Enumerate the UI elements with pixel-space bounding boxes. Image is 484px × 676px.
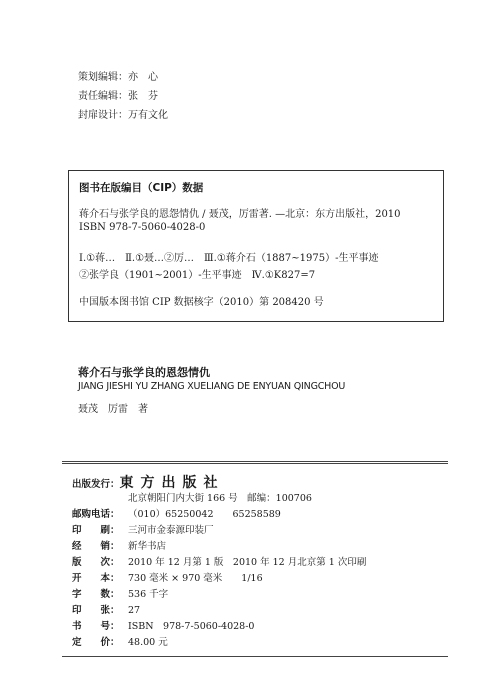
credit-value: 张 芬 — [128, 91, 158, 102]
cip-data-box — [68, 170, 444, 322]
credit-value: 亦 心 — [128, 72, 158, 83]
colophon-label: 定 价： — [72, 637, 120, 648]
cip-line-catalog-number: 中国版本图书馆 CIP 数据核字（2010）第 208420 号 — [79, 297, 324, 308]
colophon-value: 48.00 元 — [128, 637, 168, 648]
colophon-value: 三河市金泰源印装厂 — [128, 525, 214, 536]
book-title-pinyin: JIANG JIESHI YU ZHANG XUELIANG DE ENYUAN QINGCHOU — [78, 381, 346, 392]
cip-line-isbn: ISBN 978-7-5060-4028-0 — [79, 222, 206, 233]
cip-line-classification: Ⅰ.①蒋… Ⅱ.①聂…②厉… Ⅲ.①蒋介石（1887~1975）-生平事迹 — [79, 253, 379, 264]
colophon-row — [72, 522, 214, 536]
credit-row — [78, 68, 168, 87]
credits-block — [78, 68, 168, 125]
book-title: 蒋介石与张学良的恩怨情仇 — [78, 366, 210, 379]
colophon-value: （010）65250042 65258589 — [128, 509, 281, 520]
credit-label: 封扉设计： — [78, 110, 128, 121]
publisher-label: 出版发行： — [72, 479, 120, 490]
colophon-label: 印 张： — [72, 605, 120, 616]
colophon-label: 版 次： — [72, 557, 120, 568]
credit-row — [78, 87, 168, 106]
colophon-row — [72, 586, 168, 600]
colophon-value: 730 毫米 × 970 毫米 1/16 — [128, 573, 263, 584]
credit-value: 万有文化 — [128, 110, 168, 121]
credit-label: 责任编辑： — [78, 91, 128, 102]
cip-line-classification-cont: ②张学良（1901~2001）-生平事迹 Ⅳ.①K827=7 — [79, 270, 316, 281]
cip-line-citation: 蒋介石与张学良的恩怨情仇 / 聂茂，厉雷著. —北京：东方出版社，2010 — [79, 209, 401, 220]
colophon-label: 经 销： — [72, 541, 120, 552]
book-authors: 聂茂 厉雷 著 — [78, 404, 148, 415]
colophon-value: 新华书店 — [128, 541, 167, 552]
colophon-row — [72, 602, 140, 616]
colophon-label: 书 号： — [72, 621, 120, 632]
divider-top-double — [62, 463, 448, 464]
colophon-row — [72, 618, 254, 632]
colophon-label: 邮购电话： — [72, 509, 120, 520]
publisher-address: 北京朝阳门内大街 166 号 邮编：100706 — [128, 493, 312, 504]
credit-label: 策划编辑： — [78, 72, 128, 83]
colophon-row — [72, 634, 168, 648]
divider-bottom — [62, 656, 448, 657]
colophon-label: 字 数： — [72, 589, 120, 600]
divider-top — [62, 461, 448, 462]
colophon-value: 2010 年 12 月第 1 版 2010 年 12 月北京第 1 次印刷 — [128, 557, 367, 568]
colophon-label: 印 刷： — [72, 525, 120, 536]
colophon-row — [72, 554, 366, 568]
colophon-label: 开 本： — [72, 573, 120, 584]
cip-title: 图书在版编目（CIP）数据 — [79, 182, 204, 194]
colophon-row — [72, 570, 263, 584]
credit-row — [78, 106, 168, 125]
colophon-row — [72, 538, 166, 552]
colophon-row — [72, 506, 281, 520]
publisher-row — [72, 472, 225, 492]
publisher-name: 東方出版社 — [119, 475, 225, 491]
colophon-value: 536 千字 — [128, 589, 169, 600]
colophon-value: ISBN 978-7-5060-4028-0 — [128, 621, 255, 632]
colophon-value: 27 — [128, 605, 141, 616]
